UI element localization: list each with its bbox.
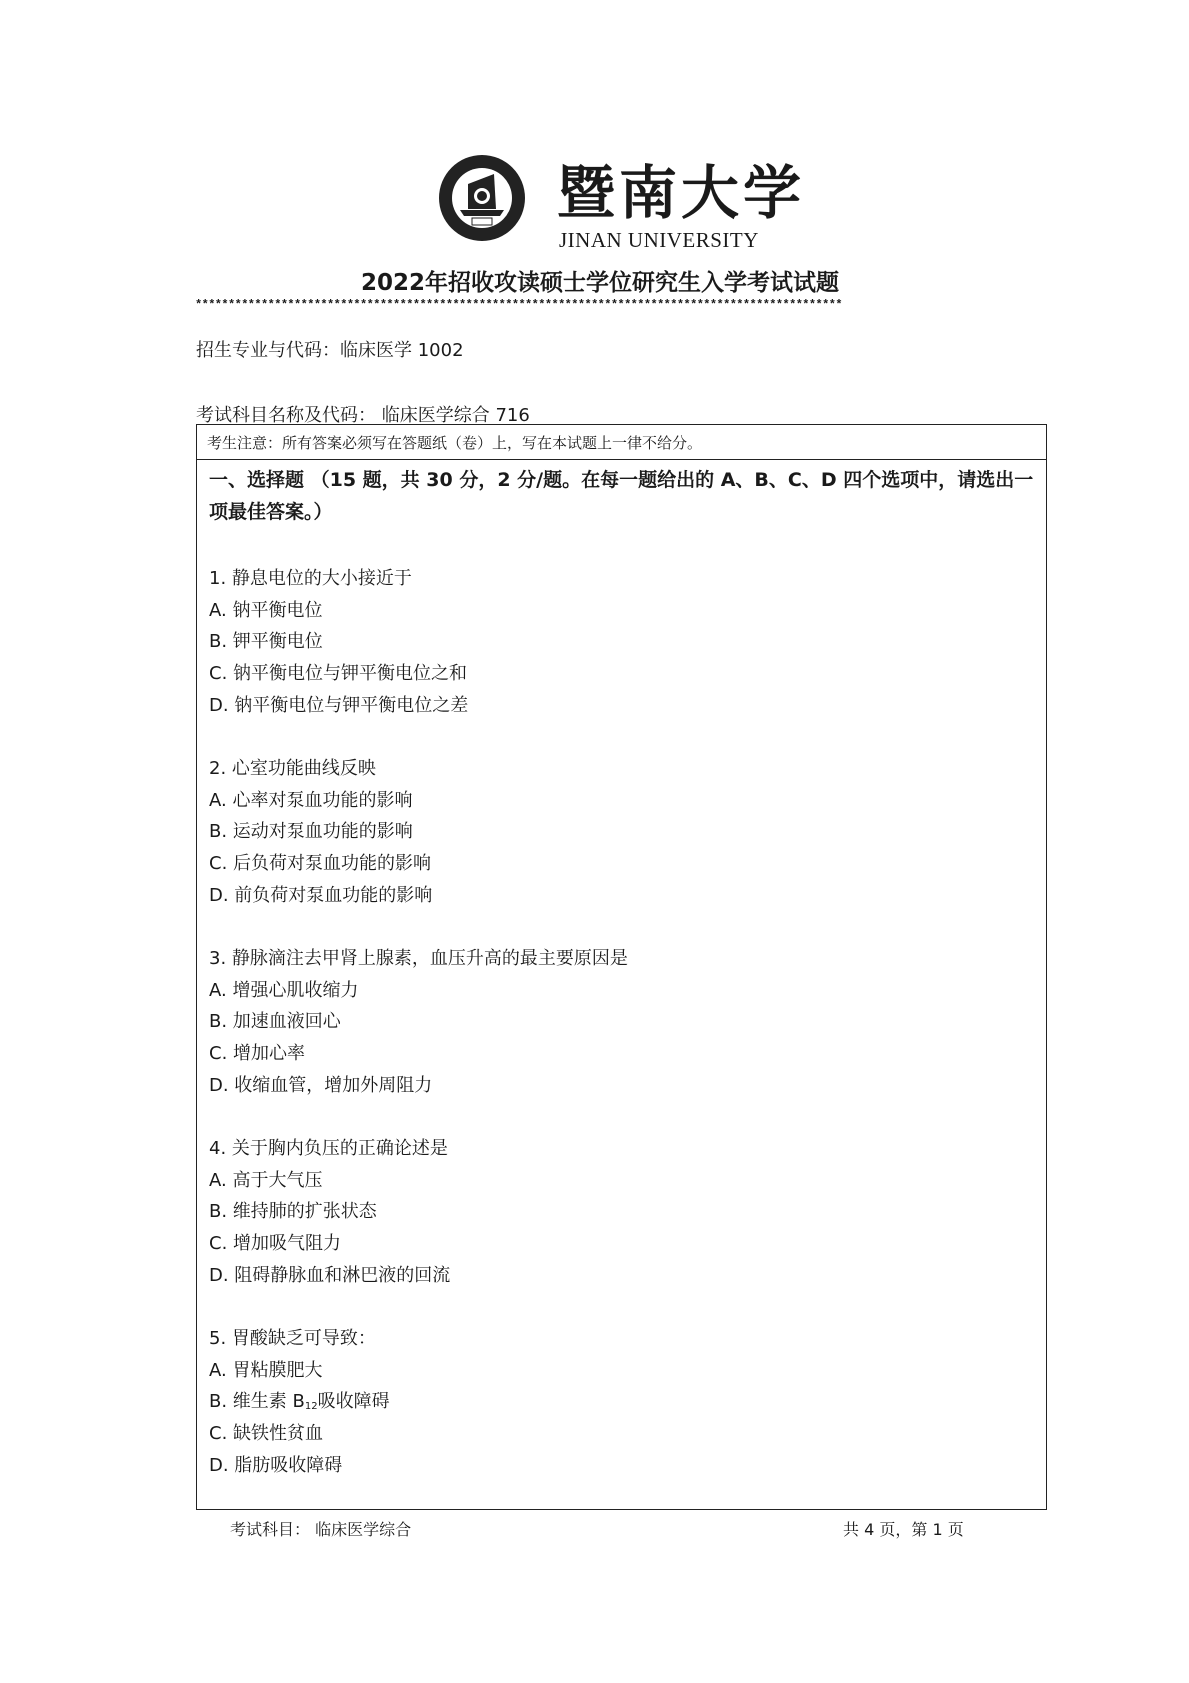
section-heading: 一、选择题 （15 题，共 30 分，2 分/题。在每一题给出的 A、B、C、D 四个选项中，请选出一 [209,469,1034,491]
answer-option: A. 增强心肌收缩力 [209,979,359,1001]
question-stem: 3. 静脉滴注去甲肾上腺素，血压升高的最主要原因是 [209,948,628,969]
subject-code: 考试科目名称及代码： 临床医学综合 716 [196,405,530,426]
answer-option: B. 钾平衡电位 [209,631,323,653]
candidate-notice: 考生注意：所有答案必须写在答题纸（卷）上，写在本试题上一律不给分。 [207,434,703,452]
exam-title: 2022年招收攻读硕士学位研究生入学考试试题 [360,270,839,296]
answer-option: B. 加速血液回心 [209,1011,341,1033]
answer-option: A. 心率对泵血功能的影响 [209,789,413,811]
answer-option: A. 高于大气压 [209,1169,323,1191]
section-heading-cont: 项最佳答案。） [209,501,333,523]
answer-option: D. 钠平衡电位与钾平衡电位之差 [209,694,469,716]
answer-option: C. 缺铁性贫血 [209,1423,324,1445]
answer-option: A. 胃粘膜肥大 [209,1359,323,1381]
answer-option: D. 前负荷对泵血功能的影响 [209,884,433,906]
answer-option: B. 运动对泵血功能的影响 [209,821,413,843]
question-stem: 1. 静息电位的大小接近于 [209,568,412,589]
answer-option: D. 阻碍静脉血和淋巴液的回流 [209,1264,451,1286]
brand-name-en: JINAN UNIVERSITY [559,228,759,252]
separator-line: ************************************************************************************************** [195,298,842,312]
university-seal-logo [438,154,526,242]
answer-option [209,1387,390,1413]
question-stem: 4. 关于胸内负压的正确论述是 [209,1138,448,1159]
option-text: B. 维生素 B [209,1391,305,1413]
major-code: 招生专业与代码：临床医学 1002 [196,340,464,361]
footer-subject: 考试科目： 临床医学综合 [230,1520,412,1539]
footer-page-number: 共 4 页，第 1 页 [843,1520,964,1539]
divider [197,459,1046,460]
answer-option: C. 后负荷对泵血功能的影响 [209,853,432,875]
answer-option: D. 脂肪吸收障碍 [209,1454,343,1476]
question-stem: 2. 心室功能曲线反映 [209,758,376,779]
answer-option: C. 增加吸气阻力 [209,1233,342,1255]
subscript: 12 [304,1401,318,1413]
answer-option: D. 收缩血管，增加外周阻力 [209,1074,433,1096]
answer-option: C. 增加心率 [209,1043,306,1065]
option-text-suffix: 吸收障碍 [317,1391,390,1413]
question-stem: 5. 胃酸缺乏可导致： [209,1328,376,1349]
answer-option: C. 钠平衡电位与钾平衡电位之和 [209,663,468,685]
answer-option: A. 钠平衡电位 [209,599,323,621]
answer-option: B. 维持肺的扩张状态 [209,1201,377,1223]
brand-name-cn: 暨南大学 [557,159,806,227]
question-box [196,424,1047,1510]
